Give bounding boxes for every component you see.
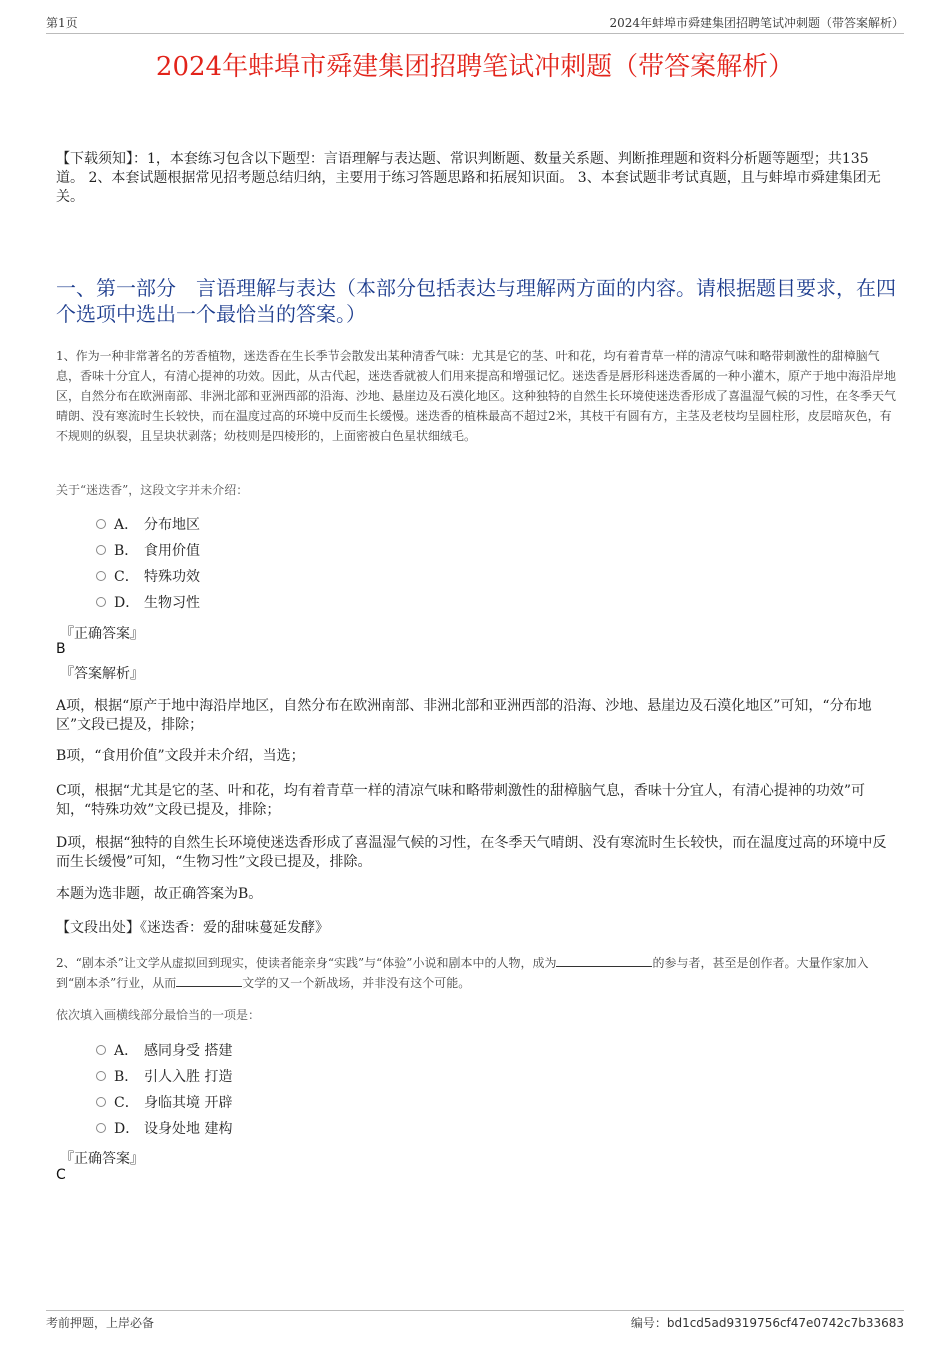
radio-icon[interactable] bbox=[96, 1123, 106, 1133]
blank-1 bbox=[556, 954, 652, 967]
q2-stem: 依次填入画横线部分最恰当的一项是： bbox=[56, 1008, 261, 1022]
q2-option-b[interactable]: B． 引人入胜 打造 bbox=[96, 1066, 232, 1088]
radio-icon[interactable] bbox=[96, 545, 106, 555]
q2-option-d[interactable]: D． 设身处地 建构 bbox=[96, 1118, 232, 1140]
page-number: 第1页 bbox=[46, 16, 78, 30]
q2-answer: C bbox=[56, 1167, 66, 1183]
q1-analysis-label: 『答案解析』 bbox=[60, 666, 144, 682]
q1-option-d[interactable]: D． 生物习性 bbox=[96, 592, 200, 614]
q1-answer: B bbox=[56, 641, 66, 657]
footer-slogan: 考前押题，上岸必备 bbox=[46, 1316, 155, 1330]
blank-2 bbox=[176, 974, 242, 987]
q2-passage: 2、“剧本杀”让文学从虚拟回到现实，使读者能亲身“实践”与“体验”小说和剧本中的人物，成为 的参与者，甚至是创作者。大量作家加入到“剧本杀”行业，从而 文学的又一个新战场，并非没有这个可能。 bbox=[56, 956, 869, 990]
q1-stem: 关于“迷迭香”，这段文字并未介绍： bbox=[56, 483, 249, 497]
q2-option-c[interactable]: C． 身临其境 开辟 bbox=[96, 1092, 232, 1114]
q1-analysis-d: D项，根据“独特的自然生长环境使迷迭香形成了喜温湿气候的习性，在冬季天气晴朗、没有寒流时生长较快，而在温度过高的环境中反而生长缓慢”可知，“生物习性”文段已提及，排除。 bbox=[56, 835, 887, 870]
q1-analysis-c: C项，根据“尤其是它的茎、叶和花，均有着青草一样的清凉气味和略带刺激性的甜樟脑气息，香味十分宜人，有清心提神的功效”可知，“特殊功效”文段已提及，排除； bbox=[56, 783, 866, 818]
q1-passage: 1、作为一种非常著名的芳香植物，迷迭香在生长季节会散发出某种清香气味：尤其是它的茎、叶和花，均有着青草一样的清凉气味和略带刺激性的甜樟脑气息，香味十分宜人，有清心提神的功效。因此，从古代起，迷迭香就被人们用来提高和增强记忆。迷迭香是唇形科迷迭香属的一种小灌木，原产于地中海沿岸地区，自然分布在欧洲南部、非洲北部和亚洲西部的沿海、沙地、悬崖边及石漠化地区。这种独特的自然生长环境使迷迭香形成了喜温湿气候的习性，在冬季天气晴朗、没有寒流时生长较快，而在温度过高的环境中反而生长缓慢。迷迭香的植株最高不超过2米，其枝干有圆有方，主茎及老枝均呈圆柱形，皮层暗灰色，有不规则的纵裂，且呈块状剥落；幼枝则是四棱形的，上面密被白色星状细绒毛。 bbox=[56, 349, 897, 443]
radio-icon[interactable] bbox=[96, 1071, 106, 1081]
running-title: 2024年蚌埠市舜建集团招聘笔试冲刺题（带答案解析） bbox=[609, 16, 904, 30]
footer-divider bbox=[46, 1310, 904, 1311]
q2-answer-label: 『正确答案』 bbox=[60, 1151, 144, 1167]
q1-analysis-b: B项，“食用价值”文段并未介绍，当选； bbox=[56, 748, 305, 764]
q2-option-a[interactable]: A． 感同身受 搭建 bbox=[96, 1040, 232, 1062]
q1-answer-label: 『正确答案』 bbox=[60, 626, 144, 642]
radio-icon[interactable] bbox=[96, 597, 106, 607]
download-notice: 【下载须知】：1，本套练习包含以下题型：言语理解与表达题、常识判断题、数量关系题、判断推理题和资料分析题等题型；共135道。 2、本套试题根据常见招考题总结归纳，主要用于练习答题思路和拓展知识面。 3、本套试题非考试真题，且与蚌埠市舜建集团无关。 bbox=[56, 151, 881, 205]
q1-source: 【文段出处】《迷迭香：爱的甜味蔓延发酵》 bbox=[56, 920, 329, 936]
radio-icon[interactable] bbox=[96, 1097, 106, 1107]
q1-analysis-a: A项，根据“原产于地中海沿岸地区，自然分布在欧洲南部、非洲北部和亚洲西部的沿海、沙地、悬崖边及石漠化地区”可知，“分布地区”文段已提及，排除； bbox=[56, 698, 872, 733]
q1-option-b[interactable]: B． 食用价值 bbox=[96, 540, 200, 562]
section-heading: 一、第一部分 言语理解与表达（本部分包括表达与理解两方面的内容。请根据题目要求，在四个选项中选出一个最恰当的答案。） bbox=[56, 276, 896, 326]
q1-option-a[interactable]: A． 分布地区 bbox=[96, 514, 200, 536]
radio-icon[interactable] bbox=[96, 571, 106, 581]
radio-icon[interactable] bbox=[96, 519, 106, 529]
header-divider bbox=[46, 33, 904, 34]
page-title: 2024年蚌埠市舜建集团招聘笔试冲刺题（带答案解析） bbox=[155, 52, 795, 82]
radio-icon[interactable] bbox=[96, 1045, 106, 1055]
q1-option-c[interactable]: C． 特殊功效 bbox=[96, 566, 200, 588]
footer-serial: 编号：bd1cd5ad9319756cf47e0742c7b33683 bbox=[630, 1316, 904, 1330]
q1-conclusion: 本题为选非题，故正确答案为B。 bbox=[56, 886, 263, 902]
